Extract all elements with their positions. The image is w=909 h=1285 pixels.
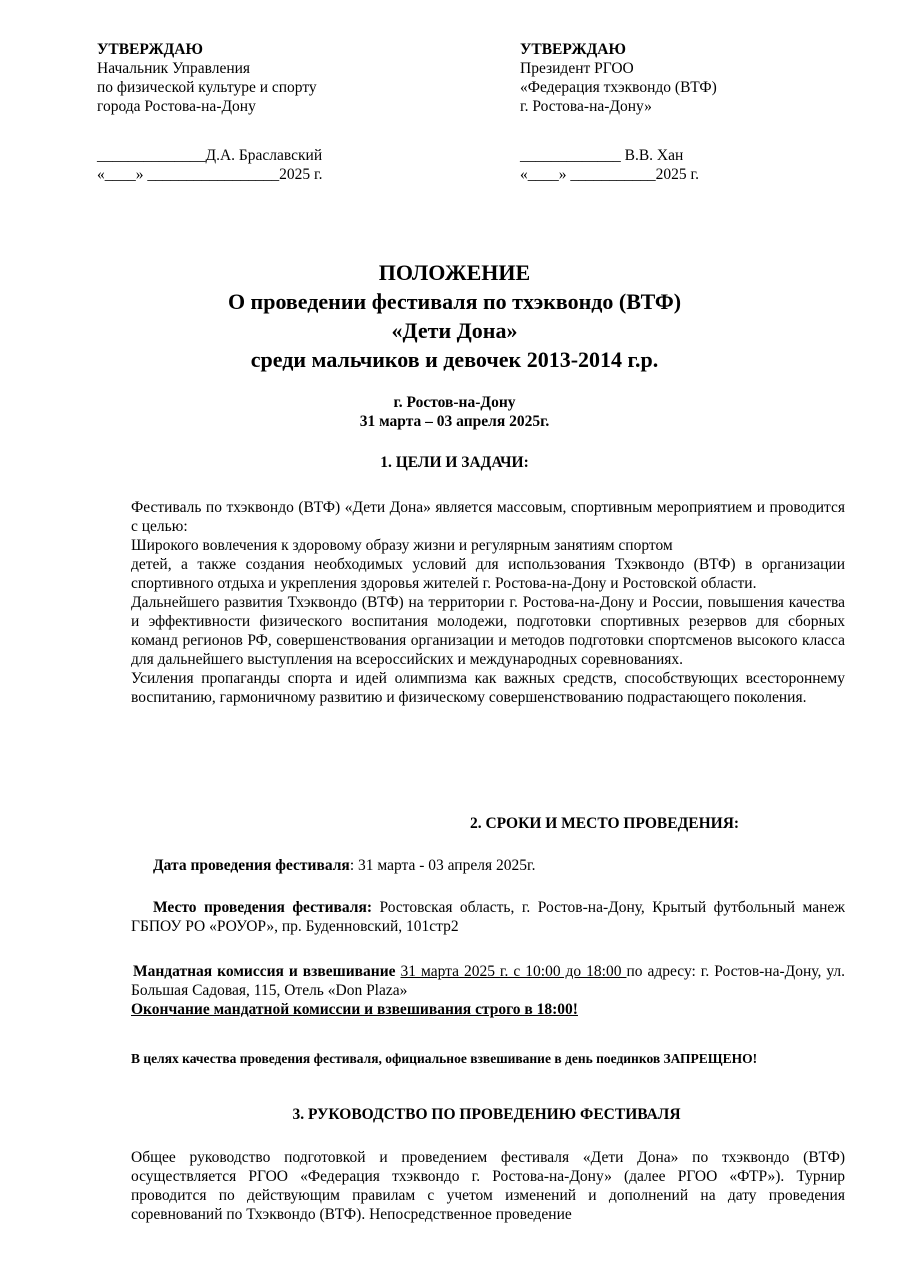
title-line: «Дети Дона» — [391, 318, 518, 343]
date-value: : 31 марта - 03 апреля 2025г. — [349, 857, 536, 874]
event-place-dates — [0, 393, 909, 431]
signature-line: ______________Д.А. Браславский — [97, 147, 323, 164]
document-title — [0, 258, 909, 374]
approval-line: Начальник Управления — [97, 60, 251, 77]
approval-line: г. Ростова-на-Дону» — [520, 98, 652, 115]
approval-header: УТВЕРЖДАЮ — [97, 41, 203, 58]
section3-body — [131, 1148, 845, 1224]
approval-header: УТВЕРЖДАЮ — [520, 41, 626, 58]
signature-line: _____________ В.В. Хан — [520, 147, 684, 164]
commission-address: по адресу: г. Ростов-на-Дону, ул. Большая Садовая, 115, Отель «Don Plaza» — [131, 963, 845, 999]
weighing-note: В целях качества проведения фестиваля, официальное взвешивание в день поединков ЗАПРЕЩЕНО! — [131, 1051, 758, 1066]
title-line: ПОЛОЖЕНИЕ — [378, 260, 531, 285]
date-label: Дата проведения фестиваля — [153, 857, 350, 874]
venue-label: Место проведения фестиваля: — [153, 899, 373, 916]
paragraph: детей, а также создания необходимых условий для использования Тхэквондо (ВТФ) в организации спортивного отдыха и укрепления здоровья жителей г. Ростова-на-Дону и Ростовской области. — [131, 556, 845, 592]
paragraph: Дальнейшего развития Тхэквондо (ВТФ) на территории г. Ростова-на-Дону и России, повышения качества и эффективности физического воспитания молодежи, подготовки спортивных резервов для сборных команд регионов РФ, совершенствования организации и методов подготовки спортсменов высокого класса для дальнейшего выступления на всероссийских и международных соревнованиях. — [131, 594, 845, 668]
date-line: «____» _________________2025 г. — [97, 166, 323, 183]
title-line: среди мальчиков и девочек 2013-2014 г.р. — [250, 347, 659, 372]
commission-time: 31 марта 2025 г. с 10:00 до 18:00 — [400, 963, 627, 980]
date-line: «____» ___________2025 г. — [520, 166, 699, 183]
paragraph: Общее руководство подготовкой и проведением фестиваля «Дети Дона» по тхэквондо (ВТФ) осуществляется РГОО «Федерация тхэквондо г. Ростова-на-Дону» (далее РГОО «ФТР»). Турнир проводится по действующим правилам с учетом изменений и дополнений на дату проведения соревнований по Тхэквондо (ВТФ). Непосредственное проведение — [131, 1149, 845, 1223]
event-dates: 31 марта – 03 апреля 2025г. — [359, 413, 550, 430]
commission-label: Мандатная комиссия и взвешивание — [133, 963, 396, 980]
title-line: О проведении фестиваля по тхэквондо (ВТФ) — [227, 289, 682, 314]
approval-block-left — [97, 40, 427, 184]
section-heading: 2. СРОКИ И МЕСТО ПРОВЕДЕНИЯ: — [469, 815, 740, 832]
approval-block-right — [520, 40, 820, 184]
event-city: г. Ростов-на-Дону — [393, 394, 516, 411]
paragraph: Фестиваль по тхэквондо (ВТФ) «Дети Дона» является массовым, спортивным мероприятием и проводится с целью: — [131, 499, 845, 535]
approval-line: Президент РГОО — [520, 60, 634, 77]
section-heading: 3. РУКОВОДСТВО ПО ПРОВЕДЕНИЮ ФЕСТИВАЛЯ — [292, 1106, 681, 1123]
section1-body — [131, 498, 845, 707]
festival-venue — [131, 898, 845, 936]
approval-line: города Ростова-на-Дону — [97, 98, 256, 115]
approval-line: «Федерация тхэквондо (ВТФ) — [520, 79, 717, 96]
paragraph: Широкого вовлечения к здоровому образу жизни и регулярным занятиям спортом — [131, 537, 673, 554]
festival-date — [131, 856, 845, 875]
commission-end: Окончание мандатной комиссии и взвешивания строго в 18:00! — [131, 1001, 578, 1018]
approval-line: по физической культуре и спорту — [97, 79, 317, 96]
commission-info — [131, 962, 845, 1019]
section-heading: 1. ЦЕЛИ И ЗАДАЧИ: — [380, 454, 529, 471]
venue-value: Ростовская область, г. Ростов-на-Дону, Крытый футбольный манеж ГБПОУ РО «РОУОР», пр. Буденновский, 101стр2 — [131, 899, 845, 935]
paragraph: Усиления пропаганды спорта и идей олимпизма как важных средств, способствующих всестороннему воспитанию, гармоничному развитию и физическому совершенствованию подрастающего поколения. — [131, 670, 845, 706]
